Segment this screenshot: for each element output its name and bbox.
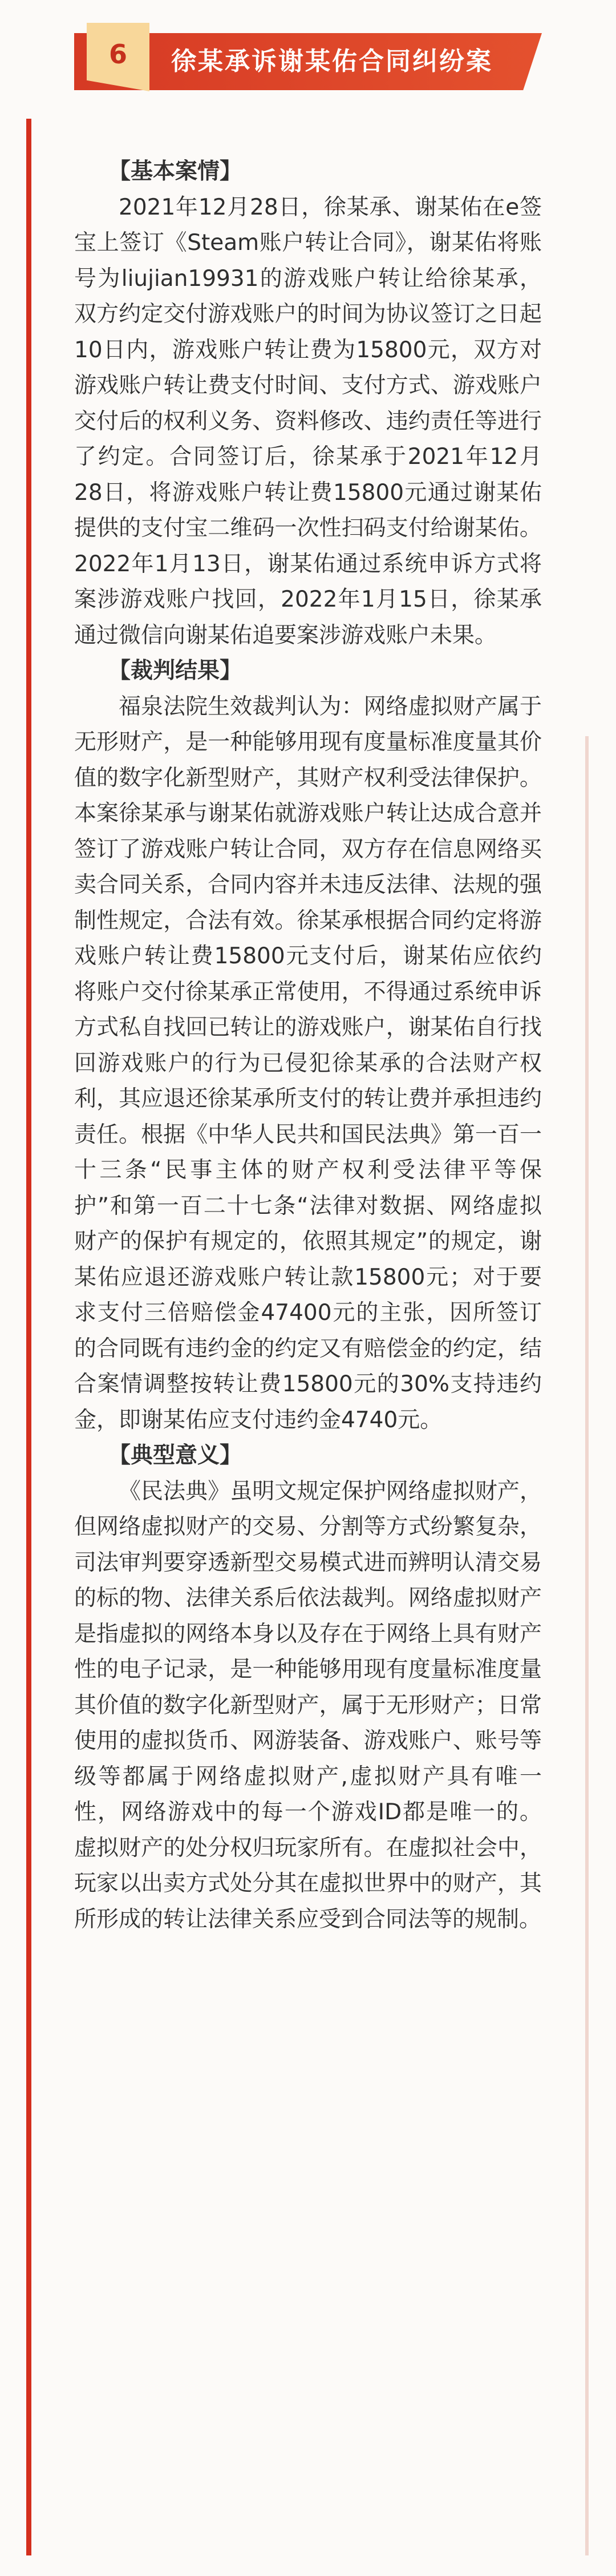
section-heading-judgment: 【裁判结果】: [108, 658, 242, 684]
section-heading-significance: 【典型意义】: [108, 1443, 242, 1468]
article-body: [74, 154, 542, 1937]
section-body-significance: 《民法典》虽明文规定保护网络虚拟财产，但网络虚拟财产的交易、分割等方式纷繁复杂，司法审判要穿透新型交易模式进而辨明认清交易的标的物、法律关系后依法裁判。网络虚拟财产是指虚拟的网络本身以及存在于网络上具有财产性的电子记录，是一种能够用现有度量标准度量其价值的数字化新型财产，属于无形财产；日常使用的虚拟货币、网游装备、游戏账户、账号等级等都属于网络虚拟财产,虚拟财产具有唯一性，网络游戏中的每一个游戏ID都是唯一的。虚拟财产的处分权归玩家所有。在虚拟社会中，玩家以出卖方式处分其在虚拟世界中的财产，其所形成的转让法律关系应受到合同法等的规制。: [74, 1478, 542, 1932]
right-accent-bar: [585, 736, 589, 2555]
section-heading-basic-facts: 【基本案情】: [108, 159, 242, 184]
section-body-basic-facts: 2021年12月28日，徐某承、谢某佑在e签宝上签订《Steam账户转让合同》，谢某佑将账号为liujian19931的游戏账户转让给徐某承，双方约定交付游戏账户的时间为协议签订之日起10日内，游戏账户转让费为15800元，双方对游戏账户转让费支付时间、支付方式、游戏账户交付后的权利义务、资料修改、违约责任等进行了约定。合同签订后，徐某承于2021年12月28日，将游戏账户转让费15800元通过谢某佑提供的支付宝二维码一次性扫码支付给谢某佑。2022年1月13日，谢某佑通过系统申诉方式将案涉游戏账户找回，2022年1月15日，徐某承通过微信向谢某佑追要案涉游戏账户未果。: [74, 194, 542, 648]
case-banner: [74, 23, 542, 96]
case-number: 6: [108, 39, 127, 70]
left-accent-bar: [26, 119, 31, 2555]
section-body-judgment: 福泉法院生效裁判认为：网络虚拟财产属于无形财产，是一种能够用现有度量标准度量其价值的数字化新型财产，其财产权利受法律保护。本案徐某承与谢某佑就游戏账户转让达成合意并签订了游戏账户转让合同，双方存在信息网络买卖合同关系，合同内容并未违反法律、法规的强制性规定，合法有效。徐某承根据合同约定将游戏账户转让费15800元支付后，谢某佑应依约将账户交付徐某承正常使用，不得通过系统申诉方式私自找回已转让的游戏账户，谢某佑自行找回游戏账户的行为已侵犯徐某承的合法财产权利，其应退还徐某承所支付的转让费并承担违约责任。根据《中华人民共和国民法典》第一百一十三条“民事主体的财产权利受法律平等保护”和第一百二十七条“法律对数据、网络虚拟财产的保护有规定的，依照其规定”的规定，谢某佑应退还游戏账户转让款15800元；对于要求支付三倍赔偿金47400元的主张，因所签订的合同既有违约金的约定又有赔偿金的约定，结合案情调整按转让费15800元的30%支持违约金，即谢某佑应支付违约金4740元。: [74, 693, 542, 1433]
case-title: 徐某承诉谢某佑合同纠纷案: [171, 47, 493, 76]
